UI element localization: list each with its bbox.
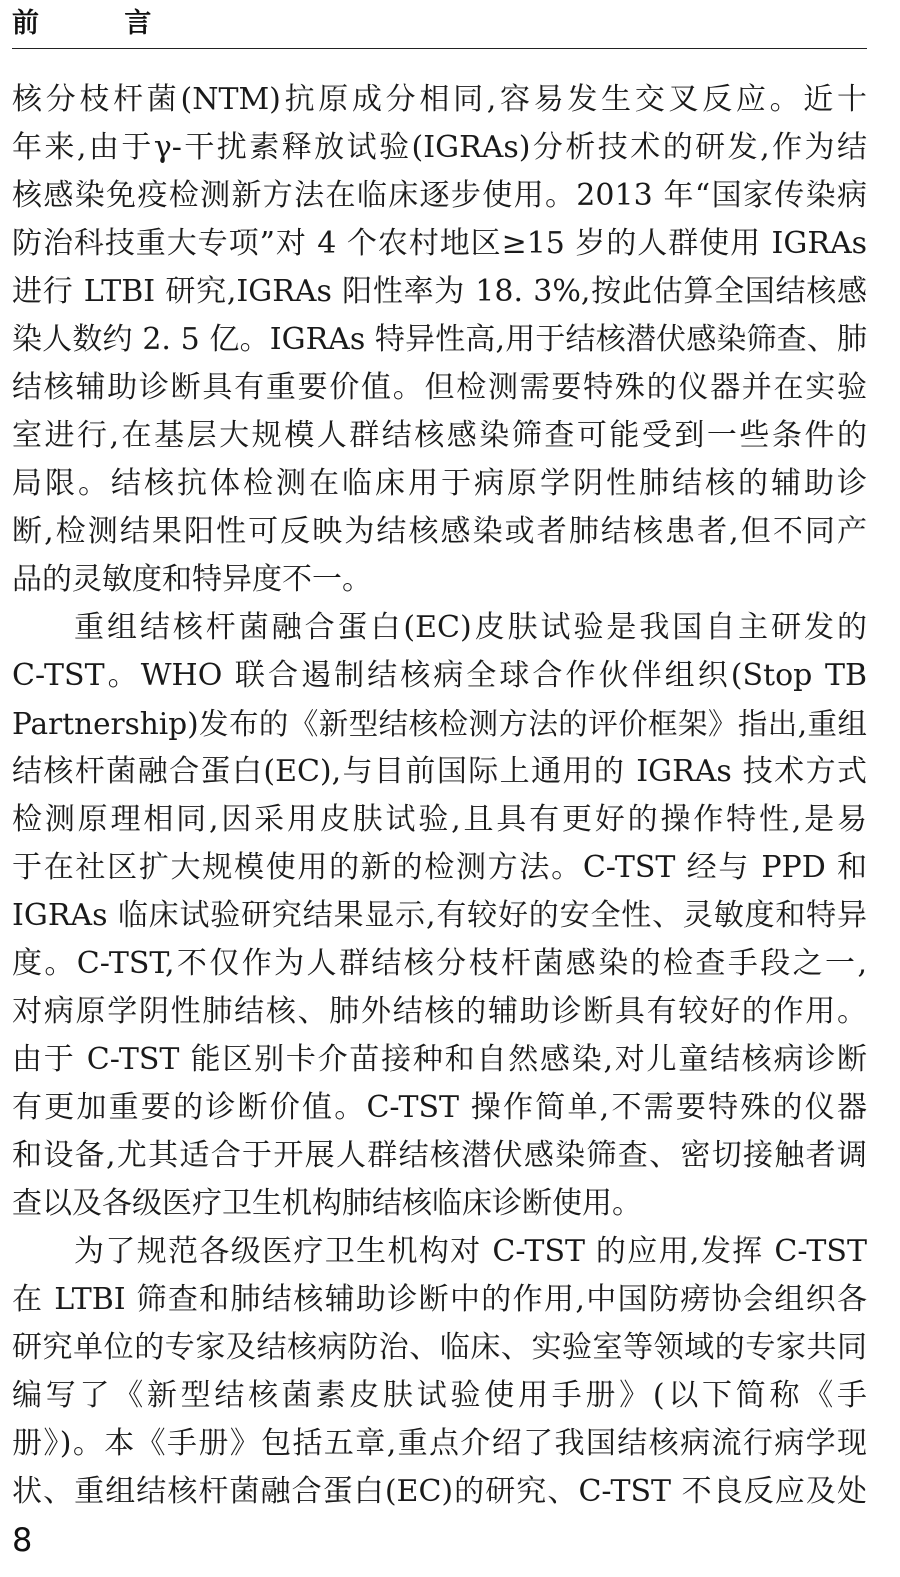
text-line: 进行 LTBI 研究,IGRAs 阳性率为 18. 3%,按此估算全国结核感	[12, 274, 867, 309]
text-line: 重组结核杆菌融合蛋白(EC)皮肤试验是我国自主研发的	[74, 610, 867, 645]
text-line: C-TST。WHO 联合遏制结核病全球合作伙伴组织(Stop TB	[12, 658, 867, 693]
text-line: 防治科技重大专项”对 4 个农村地区≥15 岁的人群使用 IGRAs	[12, 226, 867, 261]
text-line: 册》)。本《手册》包括五章,重点介绍了我国结核病流行病学现	[12, 1426, 867, 1461]
text-line: 局限。结核抗体检测在临床用于病原学阴性肺结核的辅助诊	[12, 466, 867, 501]
text-line: 核感染免疫检测新方法在临床逐步使用。2013 年“国家传染病	[12, 178, 867, 213]
text-line: IGRAs 临床试验研究结果显示,有较好的安全性、灵敏度和特异	[12, 898, 867, 933]
body-text	[12, 76, 867, 1516]
text-line: 在 LTBI 筛查和肺结核辅助诊断中的作用,中国防痨协会组织各	[12, 1282, 867, 1317]
text-line: 结核辅助诊断具有重要价值。但检测需要特殊的仪器并在实验	[12, 370, 867, 405]
text-line: 室进行,在基层大规模人群结核感染筛查可能受到一些条件的	[12, 418, 867, 453]
text-line: 品的灵敏度和特异度不一。	[12, 562, 372, 597]
text-line: 有更加重要的诊断价值。C-TST 操作简单,不需要特殊的仪器	[12, 1090, 867, 1125]
text-line: 染人数约 2. 5 亿。IGRAs 特异性高,用于结核潜伏感染筛查、肺	[12, 322, 867, 357]
text-line: 核分枝杆菌(NTM)抗原成分相同,容易发生交叉反应。近十	[12, 82, 867, 117]
text-line: 编写了《新型结核菌素皮肤试验使用手册》(以下简称《手	[12, 1378, 867, 1413]
text-line: 检测原理相同,因采用皮肤试验,且具有更好的操作特性,是易	[12, 802, 867, 837]
text-line: 结核杆菌融合蛋白(EC),与目前国际上通用的 IGRAs 技术方式	[12, 754, 867, 789]
text-line: 度。C-TST,不仅作为人群结核分枝杆菌感染的检查手段之一,	[12, 946, 867, 981]
text-line: 和设备,尤其适合于开展人群结核潜伏感染筛查、密切接触者调	[12, 1138, 867, 1173]
header-rule	[12, 48, 867, 49]
text-line: 为了规范各级医疗卫生机构对 C-TST 的应用,发挥 C-TST	[74, 1234, 867, 1269]
text-line: 断,检测结果阳性可反映为结核感染或者肺结核患者,但不同产	[12, 514, 867, 549]
text-line: 由于 C-TST 能区别卡介苗接种和自然感染,对儿童结核病诊断	[12, 1042, 867, 1077]
section-title: 前 言	[12, 8, 190, 39]
text-line: 年来,由于γ-干扰素释放试验(IGRAs)分析技术的研发,作为结	[12, 130, 867, 165]
text-line: 对病原学阴性肺结核、肺外结核的辅助诊断具有较好的作用。	[12, 994, 867, 1029]
text-line: Partnership)发布的《新型结核检测方法的评价框架》指出,重组	[12, 707, 867, 741]
text-line: 研究单位的专家及结核病防治、临床、实验室等领域的专家共同	[12, 1330, 867, 1365]
text-line: 状、重组结核杆菌融合蛋白(EC)的研究、C-TST 不良反应及处	[12, 1474, 867, 1509]
text-line: 查以及各级医疗卫生机构肺结核临床诊断使用。	[12, 1186, 642, 1221]
text-line: 于在社区扩大规模使用的新的检测方法。C-TST 经与 PPD 和	[12, 850, 867, 885]
page-number: 8	[12, 1521, 33, 1559]
